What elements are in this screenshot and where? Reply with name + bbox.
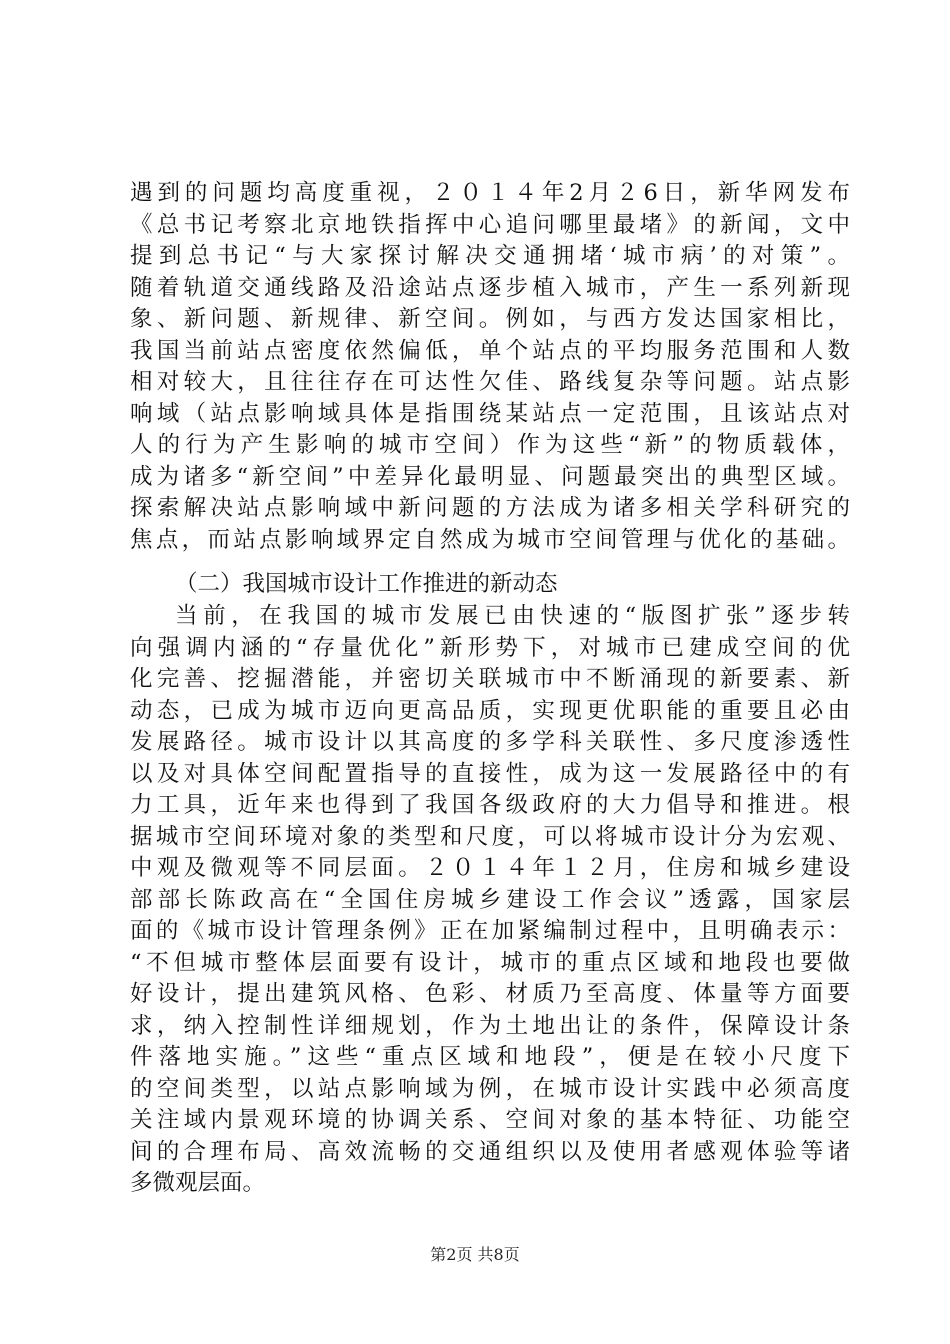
- text-line: 当前，在我国的城市发展已由快速的“版图扩张”逐步转: [175, 603, 850, 629]
- text-line: 《总书记考察北京地铁指挥中心追问哪里最堵》的新闻，文中: [130, 211, 850, 238]
- text-line: 随着轨道交通线路及沿途站点逐步植入城市，产生一系列新现: [130, 274, 850, 301]
- text-line: 发展路径。城市设计以其高度的多学科关联性、多尺度渗透性: [130, 729, 850, 755]
- text-line: 间的合理布局、高效流畅的交通组织以及使用者感观体验等诸: [130, 1138, 850, 1165]
- text-line: 的空间类型，以站点影响域为例，在城市设计实践中必须高度: [130, 1075, 850, 1102]
- text-line: 提到总书记“与大家探讨解决交通拥堵‘城市病’的对策”。: [130, 243, 850, 269]
- text-line: 化完善、挖掘潜能，并密切关联城市中不断涌现的新要素、新: [130, 666, 850, 692]
- text-line: 多微观层面。: [130, 1170, 266, 1196]
- text-line: 面的《城市设计管理条例》正在加紧编制过程中，且明确表示：: [130, 918, 850, 944]
- text-line: 我国当前站点密度依然偏低，单个站点的平均服务范围和人数: [130, 337, 850, 364]
- text-line: 人的行为产生影响的城市空间）作为这些“新”的物质载体，: [130, 432, 850, 458]
- text-line: 以及对具体空间配置指导的直接性，成为这一发展路径中的有: [130, 760, 850, 787]
- text-line: 响域（站点影响域具体是指围绕某站点一定范围，且该站点对: [130, 400, 850, 427]
- text-line: 向强调内涵的“存量优化”新形势下，对城市已建成空间的优: [130, 634, 850, 661]
- text-line: 相对较大，且往往存在可达性欠佳、路线复杂等问题。站点影: [130, 369, 850, 395]
- text-line: 关注域内景观环境的协调关系、空间对象的基本特征、功能空: [130, 1107, 850, 1133]
- text-line: “不但城市整体层面要有设计，城市的重点区域和地段也要做: [130, 949, 850, 976]
- text-line: 据城市空间环境对象的类型和尺度，可以将城市设计分为宏观、: [130, 823, 850, 850]
- text-line: 件落地实施。”这些“重点区域和地段”，便是在较小尺度下: [130, 1044, 850, 1070]
- text-line: 部部长陈政高在“全国住房城乡建设工作会议”透露，国家层: [130, 886, 850, 913]
- text-line: 探索解决站点影响域中新问题的方法成为诸多相关学科研究的: [130, 495, 850, 521]
- section-heading: （二）我国城市设计工作推进的新动态: [175, 571, 558, 597]
- paragraph-2: [130, 601, 850, 1200]
- text-line: 象、新问题、新规律、新空间。例如，与西方发达国家相比，: [130, 306, 850, 332]
- text-line: 好设计，提出建筑风格、色彩、材质乃至高度、体量等方面要: [130, 981, 850, 1007]
- text-line: 动态，已成为城市迈向更高品质，实现更优职能的重要且必由: [130, 697, 850, 724]
- text-line: 力工具，近年来也得到了我国各级政府的大力倡导和推进。根: [130, 792, 850, 818]
- text-line: 中观及微观等不同层面。２０１４年１２月，住房和城乡建设: [130, 855, 850, 881]
- text-line: 求，纳入控制性详细规划，作为土地出让的条件，保障设计条: [130, 1012, 850, 1039]
- text-line: 遇到的问题均高度重视，２０１４年2月２6日，新华网发布: [130, 180, 850, 206]
- text-line: 焦点，而站点影响域界定自然成为城市空间管理与优化的基础。: [130, 526, 850, 553]
- text-line: 成为诸多“新空间”中差异化最明显、问题最突出的典型区域。: [130, 463, 850, 490]
- page-footer: 第2页 共8页: [430, 1245, 520, 1264]
- paragraph-1: [130, 178, 850, 556]
